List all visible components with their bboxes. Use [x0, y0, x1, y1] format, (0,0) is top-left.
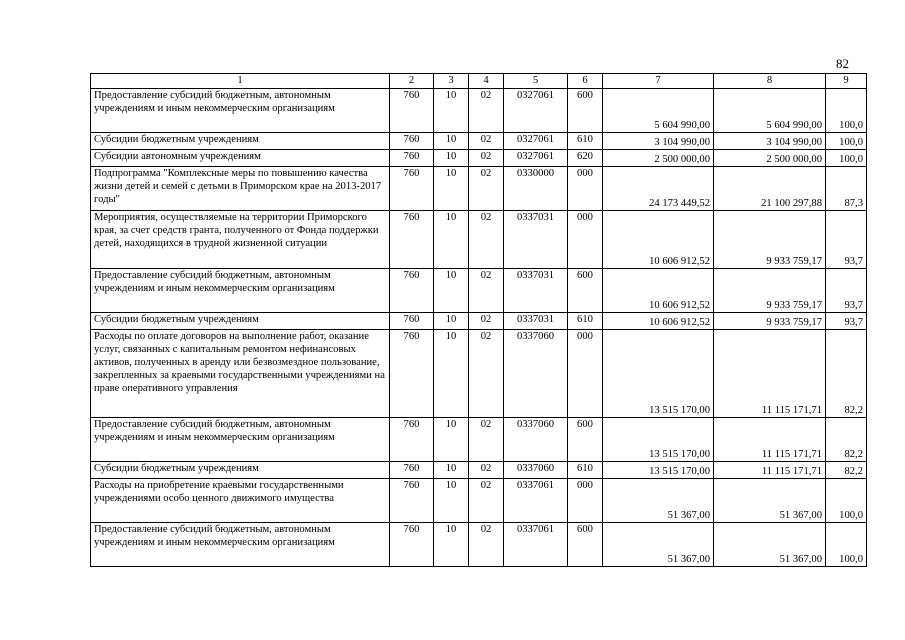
executed-amount: 9 933 759,17 [714, 313, 826, 330]
column-header-6: 6 [568, 74, 603, 89]
executed-amount: 11 115 171,71 [714, 418, 826, 462]
subsection-code: 02 [469, 523, 504, 567]
column-header-5: 5 [504, 74, 568, 89]
subsection-code: 02 [469, 313, 504, 330]
target-article: 0337061 [504, 479, 568, 523]
section-code: 10 [434, 313, 469, 330]
row-name: Предоставление субсидий бюджетным, автономным учреждениям и иным некоммерческим организациям [91, 523, 390, 567]
subsection-code: 02 [469, 269, 504, 313]
execution-percent: 93,7 [826, 211, 867, 269]
section-code: 10 [434, 89, 469, 133]
table-row [91, 313, 867, 330]
budget-table [90, 73, 867, 567]
table-row [91, 133, 867, 150]
target-article: 0327061 [504, 150, 568, 167]
table-row [91, 269, 867, 313]
planned-amount: 10 606 912,52 [603, 313, 714, 330]
execution-percent: 87,3 [826, 167, 867, 211]
execution-percent: 93,7 [826, 269, 867, 313]
execution-percent: 100,0 [826, 89, 867, 133]
row-name: Предоставление субсидий бюджетным, автономным учреждениям и иным некоммерческим организациям [91, 418, 390, 462]
target-article: 0337031 [504, 313, 568, 330]
subsection-code: 02 [469, 167, 504, 211]
row-name: Предоставление субсидий бюджетным, автономным учреждениям и иным некоммерческим организациям [91, 89, 390, 133]
header-row [91, 74, 867, 89]
section-code: 10 [434, 462, 469, 479]
column-header-8: 8 [714, 74, 826, 89]
planned-amount: 13 515 170,00 [603, 418, 714, 462]
executed-amount: 51 367,00 [714, 523, 826, 567]
table-row [91, 418, 867, 462]
planned-amount: 13 515 170,00 [603, 462, 714, 479]
executed-amount: 5 604 990,00 [714, 89, 826, 133]
section-code: 10 [434, 418, 469, 462]
expense-type: 610 [568, 313, 603, 330]
table-row [91, 462, 867, 479]
section-code: 10 [434, 523, 469, 567]
executed-amount: 11 115 171,71 [714, 330, 826, 418]
table-row [91, 523, 867, 567]
section-code: 10 [434, 211, 469, 269]
column-header-7: 7 [603, 74, 714, 89]
subsection-code: 02 [469, 211, 504, 269]
row-name: Расходы на приобретение краевыми государственными учреждениями особо ценного движимого имущества [91, 479, 390, 523]
target-article: 0337060 [504, 462, 568, 479]
expense-type: 000 [568, 211, 603, 269]
target-article: 0337061 [504, 523, 568, 567]
executed-amount: 3 104 990,00 [714, 133, 826, 150]
subsection-code: 02 [469, 479, 504, 523]
section-code: 10 [434, 269, 469, 313]
admin-code: 760 [390, 150, 434, 167]
admin-code: 760 [390, 418, 434, 462]
admin-code: 760 [390, 167, 434, 211]
expense-type: 000 [568, 167, 603, 211]
section-code: 10 [434, 479, 469, 523]
planned-amount: 51 367,00 [603, 479, 714, 523]
planned-amount: 3 104 990,00 [603, 133, 714, 150]
subsection-code: 02 [469, 133, 504, 150]
admin-code: 760 [390, 313, 434, 330]
planned-amount: 10 606 912,52 [603, 269, 714, 313]
row-name: Субсидии бюджетным учреждениям [91, 313, 390, 330]
section-code: 10 [434, 150, 469, 167]
execution-percent: 93,7 [826, 313, 867, 330]
planned-amount: 5 604 990,00 [603, 89, 714, 133]
executed-amount: 21 100 297,88 [714, 167, 826, 211]
admin-code: 760 [390, 133, 434, 150]
execution-percent: 100,0 [826, 523, 867, 567]
row-name: Подпрограмма "Комплексные меры по повышению качества жизни детей и семей с детьми в Приморском крае на 2013-2017 годы" [91, 167, 390, 211]
subsection-code: 02 [469, 330, 504, 418]
expense-type: 600 [568, 89, 603, 133]
target-article: 0327061 [504, 89, 568, 133]
table-row [91, 150, 867, 167]
admin-code: 760 [390, 89, 434, 133]
expense-type: 600 [568, 269, 603, 313]
column-header-2: 2 [390, 74, 434, 89]
column-header-4: 4 [469, 74, 504, 89]
page-number: 82 [836, 56, 849, 71]
row-name: Предоставление субсидий бюджетным, автономным учреждениям и иным некоммерческим организациям [91, 269, 390, 313]
planned-amount: 13 515 170,00 [603, 330, 714, 418]
subsection-code: 02 [469, 462, 504, 479]
row-name: Субсидии бюджетным учреждениям [91, 133, 390, 150]
target-article: 0337060 [504, 418, 568, 462]
row-name: Субсидии бюджетным учреждениям [91, 462, 390, 479]
subsection-code: 02 [469, 89, 504, 133]
table-row [91, 330, 867, 418]
expense-type: 000 [568, 479, 603, 523]
row-name: Мероприятия, осуществляемые на территории Приморского края, за счет средств гранта, полученного от Фонда поддержки детей, находящихся в трудной жизненной ситуации [91, 211, 390, 269]
admin-code: 760 [390, 462, 434, 479]
subsection-code: 02 [469, 150, 504, 167]
admin-code: 760 [390, 330, 434, 418]
expense-type: 600 [568, 523, 603, 567]
column-header-9: 9 [826, 74, 867, 89]
target-article: 0337031 [504, 269, 568, 313]
admin-code: 760 [390, 269, 434, 313]
admin-code: 760 [390, 523, 434, 567]
execution-percent: 82,2 [826, 330, 867, 418]
expense-type: 610 [568, 133, 603, 150]
admin-code: 760 [390, 211, 434, 269]
column-header-1: 1 [91, 74, 390, 89]
executed-amount: 9 933 759,17 [714, 211, 826, 269]
expense-type: 600 [568, 418, 603, 462]
admin-code: 760 [390, 479, 434, 523]
executed-amount: 2 500 000,00 [714, 150, 826, 167]
section-code: 10 [434, 133, 469, 150]
table-row [91, 479, 867, 523]
expense-type: 000 [568, 330, 603, 418]
table-row [91, 167, 867, 211]
target-article: 0337031 [504, 211, 568, 269]
section-code: 10 [434, 167, 469, 211]
planned-amount: 24 173 449,52 [603, 167, 714, 211]
planned-amount: 51 367,00 [603, 523, 714, 567]
expense-type: 610 [568, 462, 603, 479]
execution-percent: 100,0 [826, 479, 867, 523]
planned-amount: 10 606 912,52 [603, 211, 714, 269]
subsection-code: 02 [469, 418, 504, 462]
execution-percent: 82,2 [826, 418, 867, 462]
table-row [91, 211, 867, 269]
section-code: 10 [434, 330, 469, 418]
executed-amount: 9 933 759,17 [714, 269, 826, 313]
row-name: Расходы по оплате договоров на выполнение работ, оказание услуг, связанных с капитальным ремонтом нефинансовых активов, полученных в аренду или безвозмездное пользование, закрепленных за краевыми государственными учреждениями на праве оперативного управления [91, 330, 390, 418]
table-row [91, 89, 867, 133]
executed-amount: 11 115 171,71 [714, 462, 826, 479]
planned-amount: 2 500 000,00 [603, 150, 714, 167]
execution-percent: 100,0 [826, 150, 867, 167]
target-article: 0330000 [504, 167, 568, 211]
column-header-3: 3 [434, 74, 469, 89]
executed-amount: 51 367,00 [714, 479, 826, 523]
target-article: 0337060 [504, 330, 568, 418]
expense-type: 620 [568, 150, 603, 167]
execution-percent: 100,0 [826, 133, 867, 150]
row-name: Субсидии автономным учреждениям [91, 150, 390, 167]
execution-percent: 82,2 [826, 462, 867, 479]
target-article: 0327061 [504, 133, 568, 150]
